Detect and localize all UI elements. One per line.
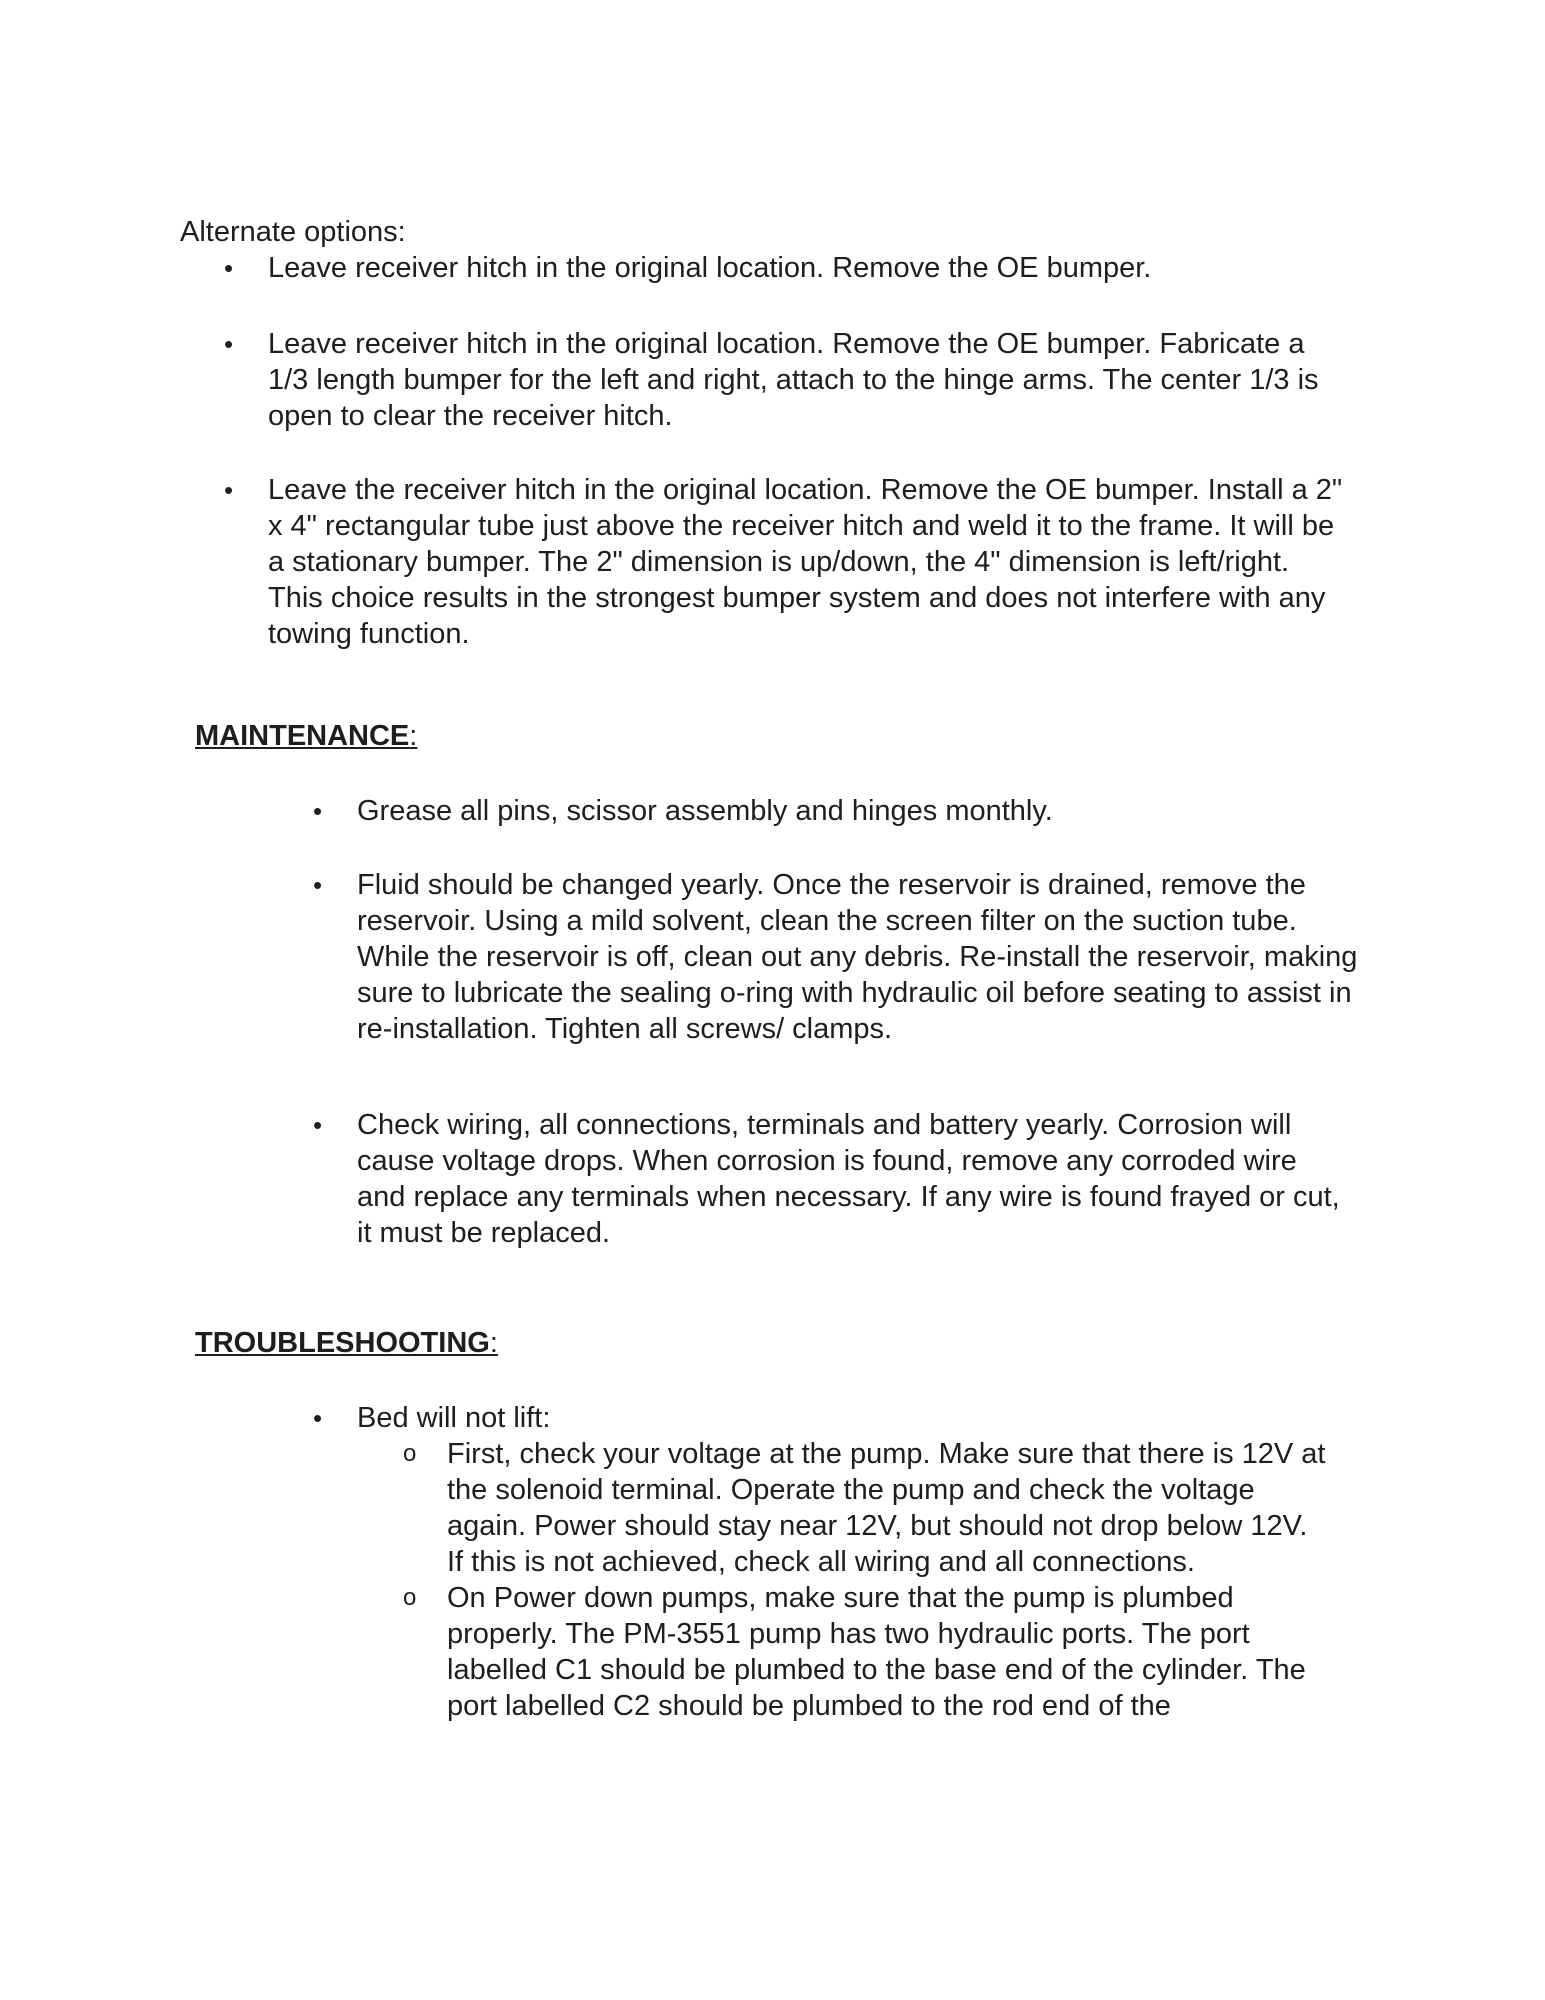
- list-item: [313, 1400, 1367, 1436]
- list-item: [313, 793, 1367, 829]
- bullet-icon: •: [224, 253, 234, 283]
- troubleshooting-sublist: [403, 1436, 1327, 1724]
- sub-list-item-text: First, check your voltage at the pump. Make sure that there is 12V at the solenoid terminal. Operate the pump and check the voltage again. Power should stay near 12V, but should not drop below 12V. If this is not achieved, check all wiring and all connections.: [447, 1438, 1326, 1578]
- bullet-icon: •: [224, 329, 234, 359]
- list-item-text: Fluid should be changed yearly. Once the reservoir is drained, remove the reservoir. Using a mild solvent, clean the screen filter on the suction tube. While the reservoir is off, clean out any debris. Re-install the reservoir, making sure to lubricate the sealing o-ring with hydraulic oil before seating to assist in re-installation. Tighten all screws/ clamps.: [357, 869, 1358, 1045]
- circle-bullet-icon: o: [403, 1584, 417, 1611]
- list-item: [313, 867, 1367, 1047]
- list-item-text: Leave the receiver hitch in the original location. Remove the OE bumper. Install a 2" x 4" rectangular tube just above the receiver hitch and weld it to the frame. It will be a stationary bumper. The 2" dimension is up/down, the 4" dimension is left/right. This choice results in the strongest bumper system and does not interfere with any towing function.: [268, 474, 1343, 650]
- bullet-icon: •: [313, 870, 323, 900]
- list-item: [224, 472, 1348, 652]
- alternate-options-list: [224, 250, 1368, 652]
- bullet-icon: •: [224, 475, 234, 505]
- list-item-text: Leave receiver hitch in the original location. Remove the OE bumper. Fabricate a 1/3 length bumper for the left and right, attach to the hinge arms. The center 1/3 is open to clear the receiver hitch.: [268, 328, 1319, 432]
- list-item: [224, 250, 1368, 286]
- list-item-text: Leave receiver hitch in the original location. Remove the OE bumper.: [268, 252, 1152, 284]
- list-item-text: Bed will not lift:: [357, 1402, 551, 1434]
- bullet-icon: •: [313, 796, 323, 826]
- list-item: [313, 1107, 1347, 1251]
- troubleshooting-list: [313, 1400, 1367, 1724]
- sub-list-item: [403, 1436, 1327, 1580]
- list-item-text: Grease all pins, scissor assembly and hinges monthly.: [357, 795, 1053, 827]
- sub-list-item: [403, 1580, 1327, 1724]
- list-item-text: Check wiring, all connections, terminals and battery yearly. Corrosion will cause voltage drops. When corrosion is found, remove any corroded wire and replace any terminals when necessary. If any wire is found frayed or cut, it must be replaced.: [357, 1109, 1340, 1249]
- alternate-options-label: Alternate options:: [180, 216, 406, 248]
- maintenance-list: [313, 793, 1367, 1251]
- circle-bullet-icon: o: [403, 1440, 417, 1467]
- bullet-icon: •: [313, 1110, 323, 1140]
- maintenance-heading: MAINTENANCE:: [195, 720, 418, 752]
- troubleshooting-heading: TROUBLESHOOTING:: [195, 1327, 498, 1359]
- sub-list-item-text: On Power down pumps, make sure that the pump is plumbed properly. The PM-3551 pump has two hydraulic ports. The port labelled C1 should be plumbed to the base end of the cylinder. The port labelled C2 should be plumbed to the rod end of the: [447, 1582, 1306, 1722]
- bullet-icon: •: [313, 1403, 323, 1433]
- list-item: [224, 326, 1333, 434]
